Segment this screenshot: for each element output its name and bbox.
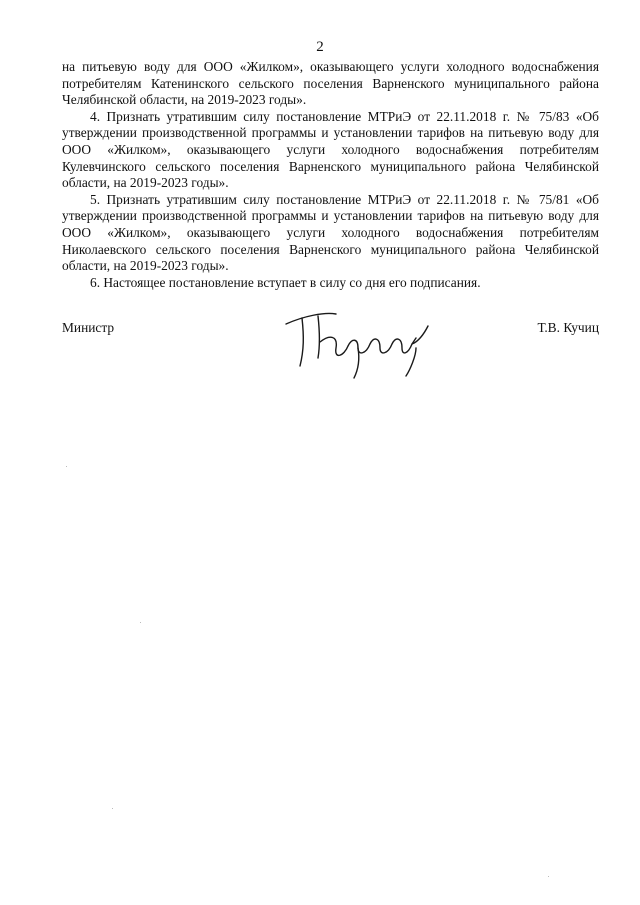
signature-block bbox=[62, 320, 599, 390]
paragraph-item-5: 5. Признать утратившим силу постановление МТРиЭ от 22.11.2018 г. № 75/81 «Об утверждении производственной программы и установлении тарифов на питьевую воду для ООО «Жилком», оказывающего услуги холодного водоснабжения потребителям Николаевского сельского поселения Варненского муниципального района Челябинской области, на 2019-2023 годы». bbox=[62, 191, 599, 274]
signatory-position: Министр bbox=[62, 320, 115, 335]
paragraph-item-4: 4. Признать утратившим силу постановление МТРиЭ от 22.11.2018 г. № 75/83 «Об утверждении производственной программы и установлении тарифов на питьевую воду для ООО «Жилком», оказывающего услуги холодного водоснабжения потребителям Кулевчинского сельского поселения Варненского муниципального района Челябинской области, на 2019-2023 годы». bbox=[62, 108, 599, 191]
paragraph-item-6: 6. Настоящее постановление вступает в силу со дня его подписания. bbox=[90, 274, 481, 290]
scan-speck bbox=[112, 808, 113, 809]
scan-speck bbox=[140, 622, 141, 623]
page-number: 2 bbox=[316, 39, 324, 55]
document-body bbox=[62, 59, 599, 291]
scan-speck bbox=[66, 466, 67, 467]
scan-speck bbox=[548, 876, 549, 877]
signatory-name: Т.В. Кучиц bbox=[537, 320, 599, 335]
paragraph-continuation: на питьевую воду для ООО «Жилком», оказывающего услуги холодного водоснабжения потребителям Катенинского сельского поселения Варненского муниципального района Челябинской области, на 2019-2023 годы». bbox=[62, 59, 599, 108]
handwritten-signature bbox=[274, 308, 444, 380]
